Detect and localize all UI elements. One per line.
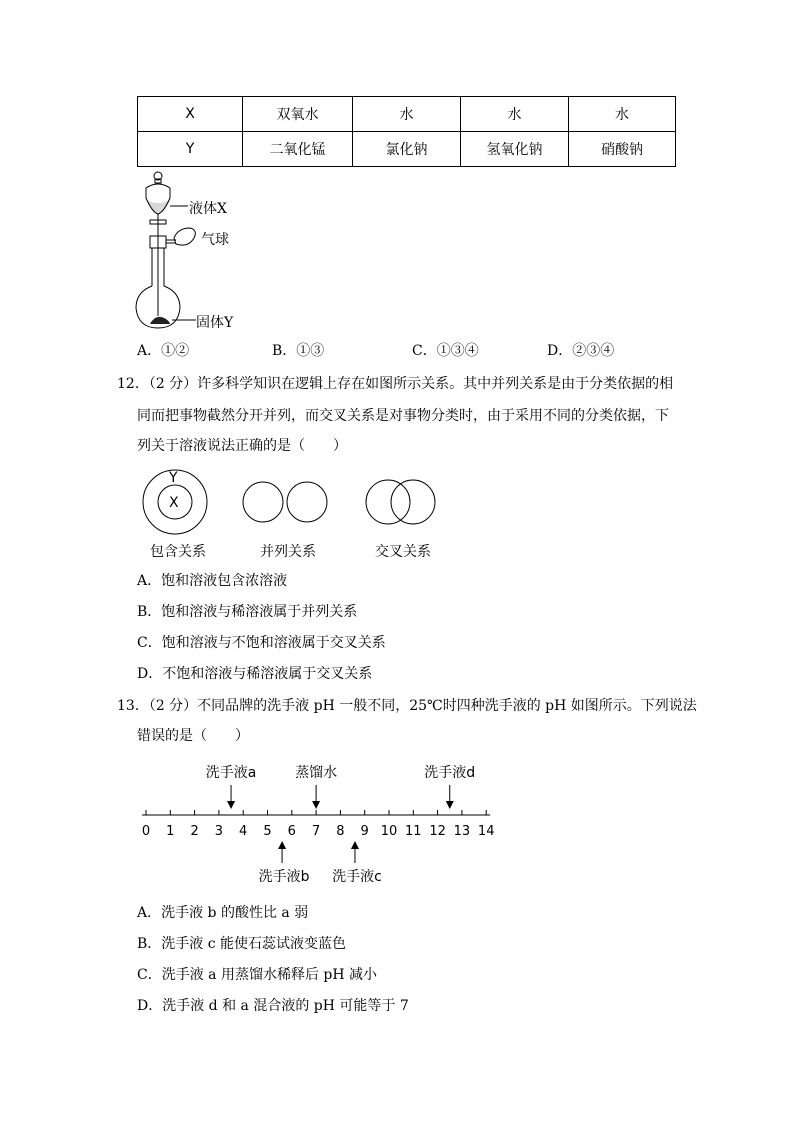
q12-stem-line: 12．（2 分）许多科学知识在逻辑上存在如图所示关系。其中并列关系是由于分类依据的相 [117,376,674,392]
ph-marker-label: 洗手液a [205,765,257,781]
q13-option-c: C．洗手液 a 用蒸馏水稀释后 pH 减小 [137,967,378,983]
ph-tick-label: 4 [239,824,248,839]
ph-marker-arrowhead [312,801,320,809]
table-row-header: Y [138,132,243,167]
q12-option-a: A．饱和溶液包含浓溶液 [137,573,288,589]
q12-option-b: B．饱和溶液与稀溶液属于并列关系 [137,604,358,620]
balloon-label: 气球 [201,232,229,248]
parallel-circle-left [243,482,283,522]
solid-y-label: 固体Y [196,315,234,331]
outer-label: Y [169,470,178,486]
q11-option-c: C．①③④ [412,343,479,359]
q12-option-c: C．饱和溶液与不饱和溶液属于交叉关系 [137,635,386,651]
q13-option-a: A．洗手液 b 的酸性比 a 弱 [137,905,309,921]
ph-tick-label: 5 [263,824,272,839]
ph-tick-label: 14 [477,824,495,839]
table-cell: 二氧化锰 [243,132,353,167]
ph-marker-arrowhead [446,801,454,809]
ph-marker-label: 洗手液b [258,869,310,885]
apparatus-figure [130,168,250,333]
caption-inclusion: 包含关系 [150,544,206,560]
table-cell: 水 [353,97,461,132]
table-cell: 氢氧化钠 [461,132,569,167]
liquid-x-label: 液体X [189,201,227,217]
ph-scale-figure [130,755,530,890]
table-cell: 硝酸钠 [569,132,676,167]
ph-tick-label: 12 [429,824,446,839]
table-row-header: X [138,97,243,132]
ph-marker-label: 洗手液c [332,869,382,885]
q11-option-b: B．①③ [272,343,325,359]
q12-stem-line: 同而把事物截然分开并列，而交叉关系是对事物分类时，由于采用不同的分类依据，下 [137,408,669,424]
reagent-table [137,96,676,167]
ph-tick-label: 9 [360,824,369,839]
q13-option-d: D．洗手液 d 和 a 混合液的 pH 可能等于 7 [137,998,409,1014]
ph-tick-label: 10 [380,824,398,839]
relation-diagram [135,465,455,535]
ph-tick-label: 3 [214,824,224,839]
ph-tick-label: 1 [166,824,175,839]
table-row [138,132,676,167]
q13-stem-line: 13．（2 分）不同品牌的洗手液 pH 一般不同，25℃时四种洗手液的 pH 如图所示。下列说法 [117,698,697,714]
caption-parallel: 并列关系 [260,544,316,560]
table-row [138,97,676,132]
inner-label: X [169,495,179,511]
ph-tick-label: 6 [287,824,296,839]
q12-option-d: D．不饱和溶液与稀溶液属于交叉关系 [137,666,373,682]
ph-marker-arrowhead [351,841,359,849]
ph-tick-label: 2 [190,824,199,839]
ph-marker-label: 洗手液d [424,765,476,781]
table-cell: 水 [461,97,569,132]
q11-option-d: D．②③④ [547,343,615,359]
ph-tick-label: 7 [311,824,321,839]
cross-circle-left [366,480,410,524]
ph-tick-label: 11 [405,824,422,839]
q13-stem-line: 错误的是（ ） [137,728,249,744]
q11-option-a: A．①② [137,343,190,359]
ph-marker-arrowhead [278,841,286,849]
table-cell: 双氧水 [243,97,353,132]
ph-tick-label: 13 [453,824,471,839]
table-cell: 水 [569,97,676,132]
ph-marker-arrowhead [227,801,235,809]
caption-cross: 交叉关系 [375,544,431,560]
parallel-circle-right [287,482,327,522]
q12-stem-line: 列关于溶液说法正确的是（ ） [137,438,347,454]
ph-tick-label: 0 [141,824,151,839]
q13-option-b: B．洗手液 c 能使石蕊试液变蓝色 [137,936,347,952]
ph-tick-label: 8 [336,824,345,839]
ph-marker-label: 蒸馏水 [295,765,338,781]
table-cell: 氯化钠 [353,132,461,167]
cross-circle-right [391,480,435,524]
